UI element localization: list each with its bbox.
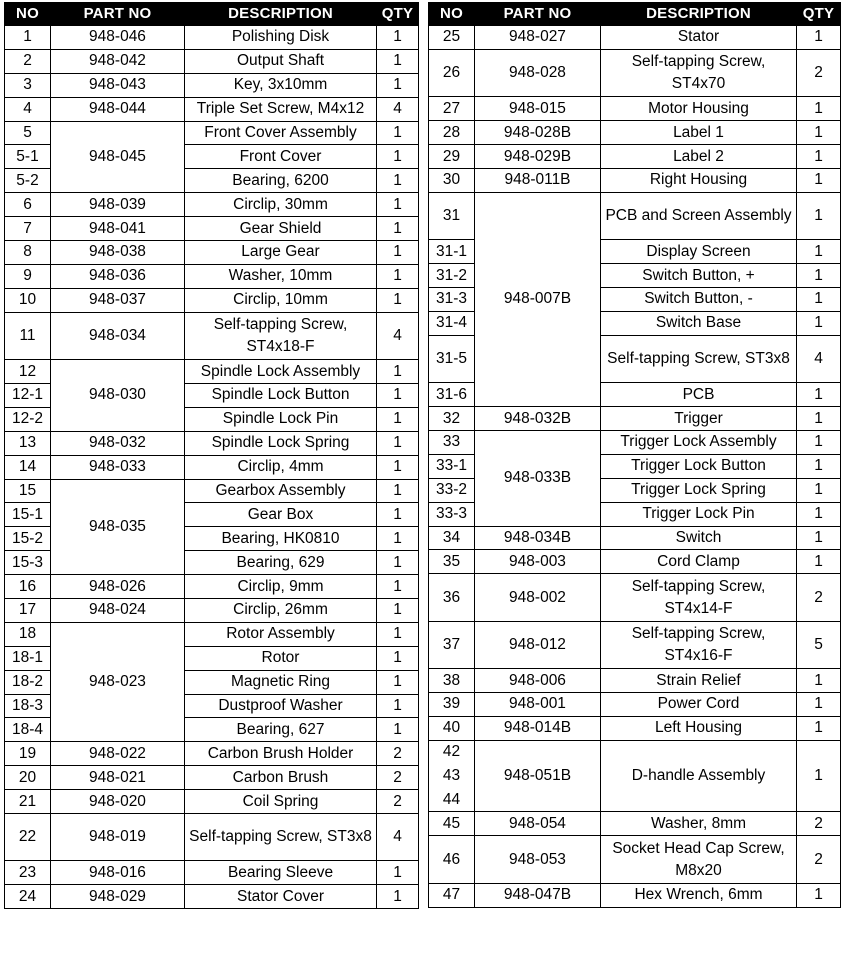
item-no: 31-2	[429, 264, 475, 288]
description: Gear Shield	[185, 217, 377, 241]
description: Switch Button, +	[601, 264, 797, 288]
part-number: 948-026	[51, 575, 185, 599]
table-row	[429, 407, 841, 431]
quantity: 1	[797, 740, 841, 812]
quantity: 1	[377, 288, 419, 312]
part-number: 948-029B	[475, 145, 601, 169]
header-qty: QTY	[377, 3, 419, 26]
description: Bearing, 627	[185, 718, 377, 742]
description: Strain Relief	[601, 669, 797, 693]
item-no: 18-1	[5, 646, 51, 670]
table-row	[429, 168, 841, 192]
table-row	[5, 312, 419, 359]
quantity: 1	[797, 883, 841, 907]
quantity: 1	[377, 575, 419, 599]
item-no: 19	[5, 742, 51, 766]
item-no: 31-4	[429, 311, 475, 335]
description: Self-tapping Screw, ST3x8	[601, 335, 797, 382]
quantity: 1	[377, 407, 419, 431]
item-no: 21	[5, 790, 51, 814]
quantity: 1	[377, 360, 419, 384]
description: Stator Cover	[185, 885, 377, 909]
header-no: NO	[429, 3, 475, 26]
quantity: 1	[377, 670, 419, 694]
quantity: 1	[797, 264, 841, 288]
item-no: 35	[429, 550, 475, 574]
part-number: 948-006	[475, 669, 601, 693]
quantity: 1	[377, 551, 419, 575]
part-number: 948-028B	[475, 121, 601, 145]
item-no: 12-1	[5, 383, 51, 407]
part-number: 948-043	[51, 73, 185, 97]
description: Front Cover	[185, 145, 377, 169]
quantity: 1	[797, 550, 841, 574]
part-number: 948-029	[51, 885, 185, 909]
item-no: 8	[5, 241, 51, 265]
quantity: 4	[797, 335, 841, 382]
description: Trigger Lock Button	[601, 454, 797, 478]
part-number: 948-036	[51, 264, 185, 288]
quantity: 1	[377, 646, 419, 670]
quantity: 1	[377, 622, 419, 646]
table-row	[429, 145, 841, 169]
part-number: 948-032B	[475, 407, 601, 431]
header-row	[5, 3, 419, 26]
item-no: 43	[429, 764, 475, 788]
item-no: 18-4	[5, 718, 51, 742]
description: Magnetic Ring	[185, 670, 377, 694]
table-row	[5, 431, 419, 455]
quantity: 5	[797, 621, 841, 668]
description: Carbon Brush	[185, 766, 377, 790]
description: Cord Clamp	[601, 550, 797, 574]
part-number: 948-046	[51, 26, 185, 50]
part-number: 948-023	[51, 622, 185, 741]
part-number: 948-044	[51, 97, 185, 121]
table-row	[429, 692, 841, 716]
description: Circlip, 10mm	[185, 288, 377, 312]
quantity: 1	[797, 168, 841, 192]
quantity: 1	[377, 121, 419, 145]
description: Front Cover Assembly	[185, 121, 377, 145]
quantity: 1	[797, 526, 841, 550]
table-row	[5, 479, 419, 503]
item-no: 29	[429, 145, 475, 169]
part-number: 948-039	[51, 193, 185, 217]
quantity: 1	[377, 694, 419, 718]
quantity: 1	[377, 479, 419, 503]
description: Socket Head Cap Screw, M8x20	[601, 836, 797, 883]
table-row	[5, 575, 419, 599]
quantity: 1	[377, 49, 419, 73]
item-no: 13	[5, 431, 51, 455]
item-no: 15-1	[5, 503, 51, 527]
description: Self-tapping Screw, ST4x70	[601, 49, 797, 96]
item-no: 33-2	[429, 478, 475, 502]
description: Stator	[601, 26, 797, 50]
header-no: NO	[5, 3, 51, 26]
table-row	[429, 121, 841, 145]
description: Trigger Lock Pin	[601, 502, 797, 526]
description: Dustproof Washer	[185, 694, 377, 718]
description: Hex Wrench, 6mm	[601, 883, 797, 907]
table-row	[5, 73, 419, 97]
item-no: 18-2	[5, 670, 51, 694]
part-number: 948-037	[51, 288, 185, 312]
header-row	[429, 3, 841, 26]
table-row	[429, 669, 841, 693]
item-no: 20	[5, 766, 51, 790]
part-number: 948-051B	[475, 740, 601, 812]
quantity: 2	[797, 574, 841, 621]
item-no: 25	[429, 26, 475, 50]
part-number: 948-042	[51, 49, 185, 73]
description: Label 1	[601, 121, 797, 145]
item-no: 47	[429, 883, 475, 907]
parts-table-left	[4, 2, 419, 909]
description: Spindle Lock Button	[185, 383, 377, 407]
item-no: 31-1	[429, 240, 475, 264]
table-row	[5, 766, 419, 790]
quantity: 1	[797, 192, 841, 239]
quantity: 1	[797, 240, 841, 264]
description: PCB	[601, 383, 797, 407]
table-row	[429, 812, 841, 836]
table-row	[5, 790, 419, 814]
item-no: 14	[5, 455, 51, 479]
quantity: 2	[797, 49, 841, 96]
part-number: 948-003	[475, 550, 601, 574]
part-number: 948-012	[475, 621, 601, 668]
item-no: 39	[429, 692, 475, 716]
table-row	[5, 861, 419, 885]
table-row	[5, 121, 419, 145]
item-no: 26	[429, 49, 475, 96]
item-no: 11	[5, 312, 51, 359]
quantity: 1	[377, 217, 419, 241]
description: Self-tapping Screw, ST3x8	[185, 814, 377, 861]
description: Display Screen	[601, 240, 797, 264]
quantity: 1	[797, 383, 841, 407]
quantity: 1	[377, 718, 419, 742]
quantity: 1	[377, 885, 419, 909]
item-no: 6	[5, 193, 51, 217]
table-row	[5, 455, 419, 479]
part-number: 948-035	[51, 479, 185, 575]
table-row	[5, 97, 419, 121]
item-no: 4	[5, 97, 51, 121]
quantity: 4	[377, 97, 419, 121]
header-qty: QTY	[797, 3, 841, 26]
part-number: 948-022	[51, 742, 185, 766]
table-row	[429, 836, 841, 883]
table-row	[429, 526, 841, 550]
item-no: 42	[429, 740, 475, 764]
header-part-no: PART NO	[475, 3, 601, 26]
part-number: 948-047B	[475, 883, 601, 907]
item-no: 12	[5, 360, 51, 384]
quantity: 1	[797, 145, 841, 169]
quantity: 1	[377, 861, 419, 885]
table-row	[5, 264, 419, 288]
part-number: 948-028	[475, 49, 601, 96]
table-row	[5, 360, 419, 384]
item-no: 32	[429, 407, 475, 431]
description: Gear Box	[185, 503, 377, 527]
description: Washer, 8mm	[601, 812, 797, 836]
header-description: DESCRIPTION	[185, 3, 377, 26]
table-row	[429, 883, 841, 907]
description: Trigger Lock Assembly	[601, 430, 797, 454]
description: D-handle Assembly	[601, 740, 797, 812]
item-no: 28	[429, 121, 475, 145]
item-no: 38	[429, 669, 475, 693]
description: Large Gear	[185, 241, 377, 265]
quantity: 1	[377, 598, 419, 622]
description: Rotor Assembly	[185, 622, 377, 646]
item-no: 44	[429, 788, 475, 812]
description: Spindle Lock Assembly	[185, 360, 377, 384]
description: Trigger Lock Spring	[601, 478, 797, 502]
quantity: 1	[797, 26, 841, 50]
quantity: 1	[797, 454, 841, 478]
table-row	[5, 241, 419, 265]
description: Rotor	[185, 646, 377, 670]
item-no: 23	[5, 861, 51, 885]
description: Bearing, 6200	[185, 169, 377, 193]
description: Circlip, 9mm	[185, 575, 377, 599]
item-no: 24	[5, 885, 51, 909]
part-number: 948-053	[475, 836, 601, 883]
quantity: 1	[797, 430, 841, 454]
item-no: 10	[5, 288, 51, 312]
quantity: 1	[797, 669, 841, 693]
quantity: 2	[797, 812, 841, 836]
table-row	[429, 716, 841, 740]
part-number: 948-011B	[475, 168, 601, 192]
part-number: 948-034	[51, 312, 185, 359]
part-number: 948-034B	[475, 526, 601, 550]
part-number: 948-033	[51, 455, 185, 479]
table-row	[5, 598, 419, 622]
quantity: 1	[377, 73, 419, 97]
description: Spindle Lock Spring	[185, 431, 377, 455]
table-row	[5, 885, 419, 909]
table-row	[429, 97, 841, 121]
description: Triple Set Screw, M4x12	[185, 97, 377, 121]
quantity: 2	[377, 742, 419, 766]
description: Circlip, 26mm	[185, 598, 377, 622]
part-number: 948-030	[51, 360, 185, 432]
description: Bearing, 629	[185, 551, 377, 575]
description: PCB and Screen Assembly	[601, 192, 797, 239]
description: Carbon Brush Holder	[185, 742, 377, 766]
table-row	[5, 26, 419, 50]
item-no: 31-3	[429, 288, 475, 312]
quantity: 1	[797, 502, 841, 526]
description: Circlip, 4mm	[185, 455, 377, 479]
quantity: 1	[377, 193, 419, 217]
description: Motor Housing	[601, 97, 797, 121]
item-no: 15-2	[5, 527, 51, 551]
part-number: 948-045	[51, 121, 185, 193]
item-no: 37	[429, 621, 475, 668]
description: Spindle Lock Pin	[185, 407, 377, 431]
item-no: 12-2	[5, 407, 51, 431]
item-no: 5-2	[5, 169, 51, 193]
quantity: 1	[377, 26, 419, 50]
quantity: 1	[377, 241, 419, 265]
item-no: 15	[5, 479, 51, 503]
item-no: 31-5	[429, 335, 475, 382]
item-no: 36	[429, 574, 475, 621]
description: Washer, 10mm	[185, 264, 377, 288]
item-no: 30	[429, 168, 475, 192]
quantity: 1	[797, 311, 841, 335]
header-description: DESCRIPTION	[601, 3, 797, 26]
table-row	[5, 742, 419, 766]
item-no: 16	[5, 575, 51, 599]
description: Polishing Disk	[185, 26, 377, 50]
description: Self-tapping Screw, ST4x14-F	[601, 574, 797, 621]
item-no: 2	[5, 49, 51, 73]
item-no: 22	[5, 814, 51, 861]
description: Right Housing	[601, 168, 797, 192]
quantity: 1	[797, 288, 841, 312]
item-no: 18-3	[5, 694, 51, 718]
item-no: 1	[5, 26, 51, 50]
table-row	[429, 740, 841, 764]
header-part-no: PART NO	[51, 3, 185, 26]
quantity: 1	[377, 264, 419, 288]
description: Self-tapping Screw, ST4x16-F	[601, 621, 797, 668]
quantity: 1	[797, 692, 841, 716]
item-no: 31-6	[429, 383, 475, 407]
part-number: 948-041	[51, 217, 185, 241]
item-no: 5-1	[5, 145, 51, 169]
quantity: 1	[797, 716, 841, 740]
part-number: 948-016	[51, 861, 185, 885]
item-no: 18	[5, 622, 51, 646]
description: Bearing Sleeve	[185, 861, 377, 885]
part-number: 948-054	[475, 812, 601, 836]
table-row	[429, 49, 841, 96]
description: Output Shaft	[185, 49, 377, 73]
table-row	[5, 288, 419, 312]
description: Switch Button, -	[601, 288, 797, 312]
description: Label 2	[601, 145, 797, 169]
table-row	[429, 574, 841, 621]
item-no: 46	[429, 836, 475, 883]
part-number: 948-007B	[475, 192, 601, 406]
quantity: 1	[377, 145, 419, 169]
part-number: 948-002	[475, 574, 601, 621]
item-no: 27	[429, 97, 475, 121]
description: Self-tapping Screw, ST4x18-F	[185, 312, 377, 359]
item-no: 33-3	[429, 502, 475, 526]
table-row	[429, 550, 841, 574]
item-no: 9	[5, 264, 51, 288]
table-row	[429, 192, 841, 239]
part-number: 948-001	[475, 692, 601, 716]
quantity: 1	[797, 478, 841, 502]
table-row	[429, 26, 841, 50]
part-number: 948-024	[51, 598, 185, 622]
quantity: 1	[377, 503, 419, 527]
part-number: 948-020	[51, 790, 185, 814]
quantity: 4	[377, 312, 419, 359]
quantity: 1	[797, 121, 841, 145]
description: Key, 3x10mm	[185, 73, 377, 97]
item-no: 33-1	[429, 454, 475, 478]
item-no: 7	[5, 217, 51, 241]
item-no: 5	[5, 121, 51, 145]
quantity: 1	[377, 431, 419, 455]
description: Gearbox Assembly	[185, 479, 377, 503]
item-no: 15-3	[5, 551, 51, 575]
table-row	[5, 622, 419, 646]
part-number: 948-032	[51, 431, 185, 455]
quantity: 2	[377, 766, 419, 790]
description: Trigger	[601, 407, 797, 431]
item-no: 40	[429, 716, 475, 740]
part-number: 948-014B	[475, 716, 601, 740]
item-no: 3	[5, 73, 51, 97]
part-number: 948-038	[51, 241, 185, 265]
quantity: 2	[797, 836, 841, 883]
part-number: 948-015	[475, 97, 601, 121]
description: Switch Base	[601, 311, 797, 335]
part-number: 948-033B	[475, 430, 601, 526]
table-row	[429, 621, 841, 668]
table-row	[5, 49, 419, 73]
description: Switch	[601, 526, 797, 550]
quantity: 1	[377, 527, 419, 551]
part-number: 948-021	[51, 766, 185, 790]
description: Power Cord	[601, 692, 797, 716]
item-no: 17	[5, 598, 51, 622]
quantity: 1	[377, 455, 419, 479]
table-row	[5, 814, 419, 861]
description: Bearing, HK0810	[185, 527, 377, 551]
description: Coil Spring	[185, 790, 377, 814]
parts-table-right	[428, 2, 841, 908]
description: Circlip, 30mm	[185, 193, 377, 217]
table-row	[429, 430, 841, 454]
quantity: 2	[377, 790, 419, 814]
item-no: 45	[429, 812, 475, 836]
item-no: 34	[429, 526, 475, 550]
item-no: 33	[429, 430, 475, 454]
quantity: 1	[797, 97, 841, 121]
table-row	[5, 217, 419, 241]
table-row	[5, 193, 419, 217]
description: Left Housing	[601, 716, 797, 740]
quantity: 1	[377, 169, 419, 193]
part-number: 948-027	[475, 26, 601, 50]
item-no: 31	[429, 192, 475, 239]
quantity: 4	[377, 814, 419, 861]
quantity: 1	[377, 383, 419, 407]
quantity: 1	[797, 407, 841, 431]
part-number: 948-019	[51, 814, 185, 861]
